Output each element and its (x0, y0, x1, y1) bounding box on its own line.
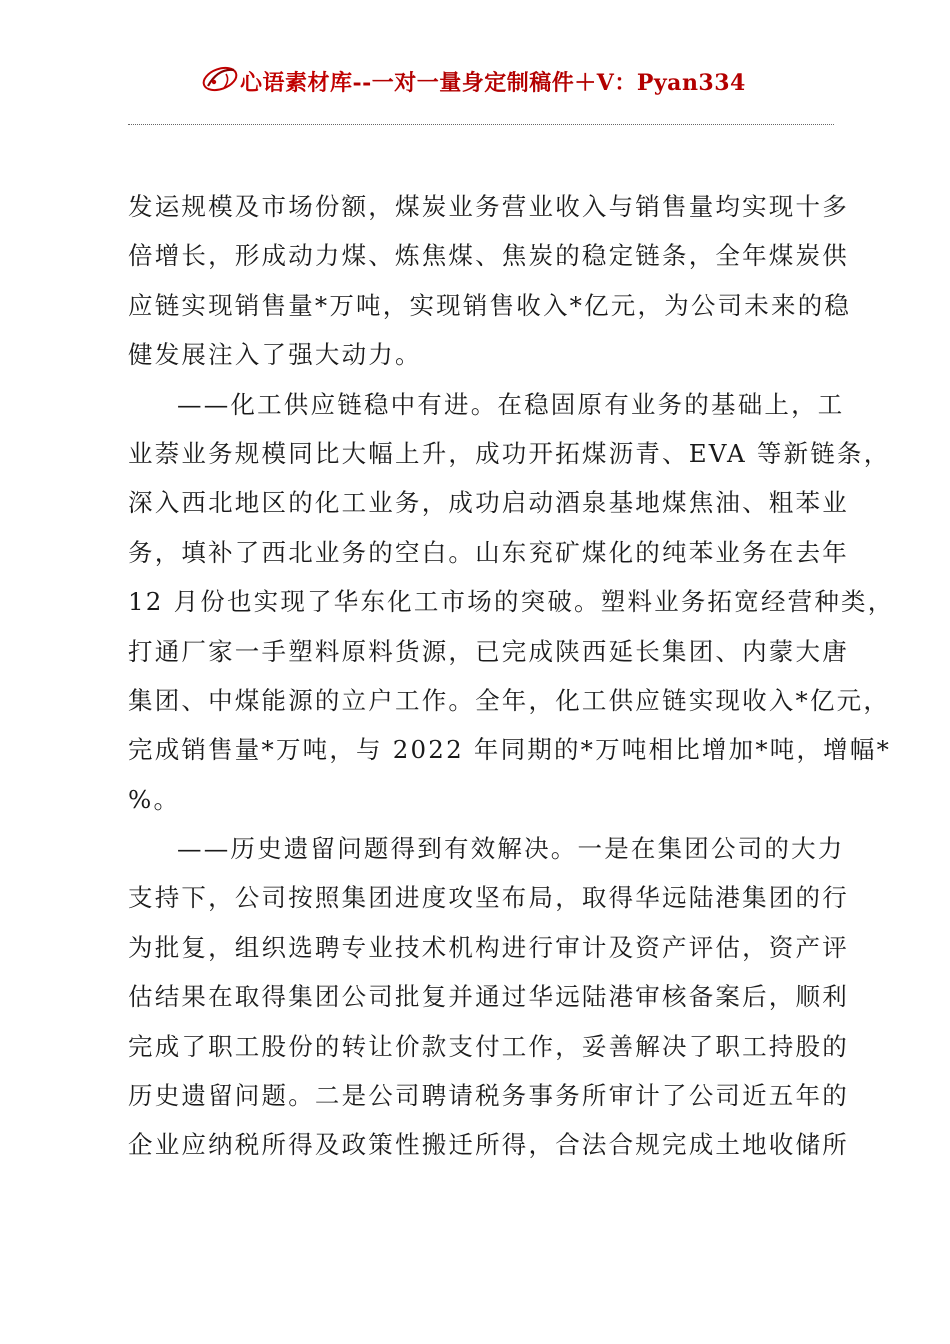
text-line: 集团、中煤能源的立户工作。全年，化工供应链实现收入*亿元， (128, 685, 891, 715)
header-slogan: 一对一量身定制稿件＋V： (371, 70, 637, 96)
text-line: %。 (128, 784, 181, 814)
document-body (128, 182, 895, 1170)
brand-logo-icon (200, 62, 244, 96)
text-line: 务，填补了西北业务的空白。山东兖矿煤化的纯苯业务在去年 (128, 537, 849, 567)
text-line: 为批复，组织选聘专业技术机构进行审计及资产评估，资产评 (128, 932, 849, 962)
text-line: 历史遗留问题。二是公司聘请税务事务所审计了公司近五年的 (128, 1081, 849, 1111)
text-line: 企业应纳税所得及政策性搬迁所得，合法合规完成土地收储所 (128, 1130, 849, 1160)
header-divider (128, 124, 834, 125)
header-contact: Pyan334 (636, 70, 746, 96)
text-line: ——历史遗留问题得到有效解决。一是在集团公司的大力 (177, 834, 845, 864)
text-line: 发运规模及市场份额，煤炭业务营业收入与销售量均实现十多 (128, 192, 849, 221)
page-header (0, 58, 950, 102)
header-separator: -- (352, 70, 372, 96)
text-line: 支持下，公司按照集团进度攻坚布局，取得华远陆港集团的行 (128, 883, 849, 913)
text-line: 估结果在取得集团公司批复并通过华远陆港审核备案后，顺利 (128, 982, 849, 1012)
text-line: 打通厂家一手塑料原料货源，已完成陕西延长集团、内蒙大唐 (128, 636, 849, 666)
text-line: 健发展注入了强大动力。 (128, 340, 422, 370)
text-line: 业萘业务规模同比大幅上升，成功开拓煤沥青、EVA 等新链条， (128, 438, 891, 468)
header-brand: 心语素材库 (240, 70, 353, 96)
text-line: 完成了职工股份的转让价款支付工作，妥善解决了职工持股的 (128, 1031, 849, 1061)
header-text (240, 66, 746, 97)
text-line: ——化工供应链稳中有进。在稳固原有业务的基础上，工 (177, 389, 845, 419)
text-line: 倍增长，形成动力煤、炼焦煤、焦炭的稳定链条，全年煤炭供 (128, 241, 849, 271)
text-line: 12 月份也实现了华东化工市场的突破。塑料业务拓宽经营种类， (128, 587, 895, 617)
text-line: 完成销售量*万吨，与 2022 年同期的*万吨相比增加*吨，增幅* (128, 735, 892, 765)
text-line: 深入西北地区的化工业务，成功启动酒泉基地煤焦油、粗苯业 (128, 488, 849, 518)
text-line: 应链实现销售量*万吨，实现销售收入*亿元，为公司未来的稳 (128, 290, 852, 320)
